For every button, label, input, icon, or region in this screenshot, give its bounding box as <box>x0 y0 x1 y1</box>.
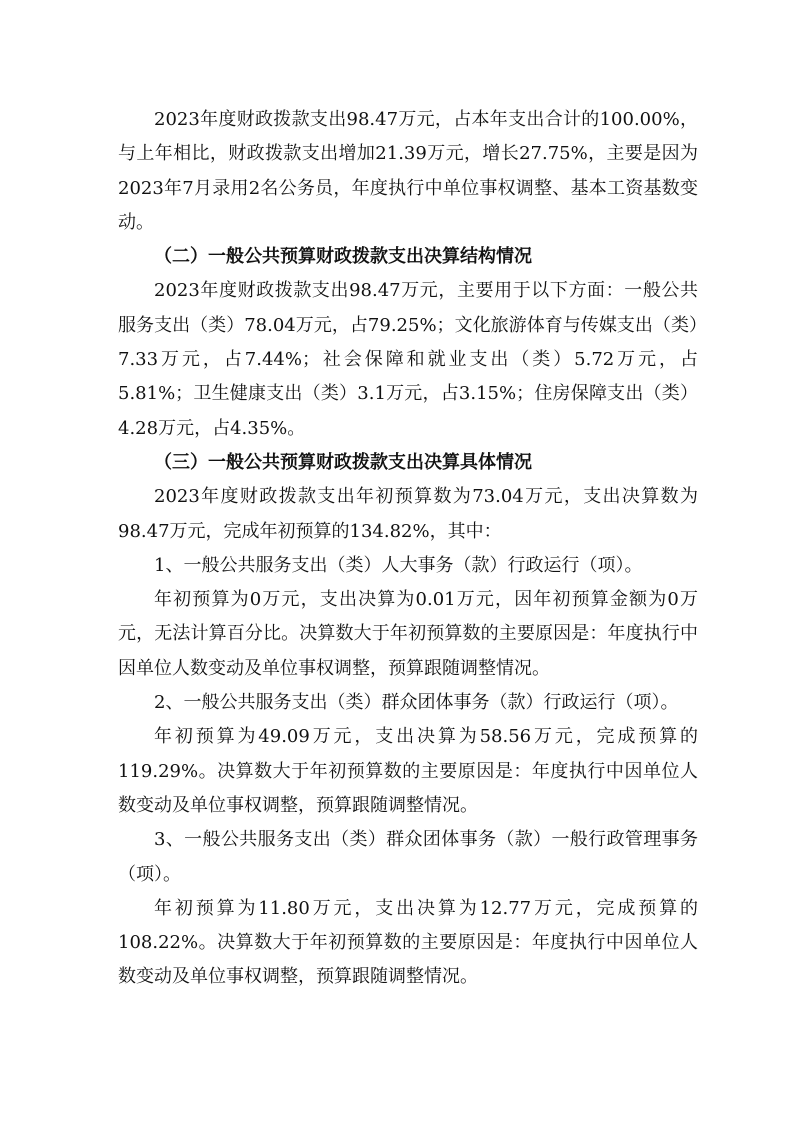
item-detail-2: 年初预算为49.09万元，支出决算为58.56万元，完成预算的119.29%。决算数大于年初预算数的主要原因是：年度执行中因单位人数变动及单位事权调整，预算跟随调整情况。 <box>118 726 698 816</box>
paragraph-budget-overview: 2023年度财政拨款支出98.47万元，占本年支出合计的100.00%，与上年相比，财政拨款支出增加21.39万元，增长27.75%，主要是因为2023年7月录用2名公务员，年度执行中单位事权调整、基本工资基数变动。 <box>118 109 698 233</box>
paragraph-structure-detail: 2023年度财政拨款支出98.47万元，主要用于以下方面：一般公共服务支出（类）78.04万元，占79.25%；文化旅游体育与传媒支出（类）7.33万元，占7.44%；社会保障和就业支出（类）5.72万元，占5.81%；卫生健康支出（类）3.1万元，占3.15%；住房保障支出（类）4.28万元，占4.35%。 <box>118 280 698 439</box>
item-title-1: 1、一般公共服务支出（类）人大事务（款）行政运行（项）。 <box>154 554 643 576</box>
section-heading-specifics: （三）一般公共预算财政拨款支出决算具体情况 <box>154 451 532 473</box>
item-title-2: 2、一般公共服务支出（类）群众团体事务（款）行政运行（项）。 <box>154 692 679 714</box>
item-title-3: 3、一般公共服务支出（类）群众团体事务（款）一般行政管理事务（项）。 <box>118 829 698 885</box>
item-detail-1: 年初预算为0万元，支出决算为0.01万元，因年初预算金额为0万元，无法计算百分比。决算数大于年初预算数的主要原因是：年度执行中因单位人数变动及单位事权调整，预算跟随调整情况。 <box>118 589 698 679</box>
document-body <box>118 103 698 995</box>
item-detail-3: 年初预算为11.80万元，支出决算为12.77万元，完成预算的108.22%。决算数大于年初预算数的主要原因是：年度执行中因单位人数变动及单位事权调整，预算跟随调整情况。 <box>118 897 698 988</box>
section-heading-structure: （二）一般公共预算财政拨款支出决算结构情况 <box>154 246 532 268</box>
paragraph-specifics-summary: 2023年度财政拨款支出年初预算数为73.04万元，支出决算数为98.47万元，完成年初预算的134.82%，其中： <box>118 486 698 542</box>
